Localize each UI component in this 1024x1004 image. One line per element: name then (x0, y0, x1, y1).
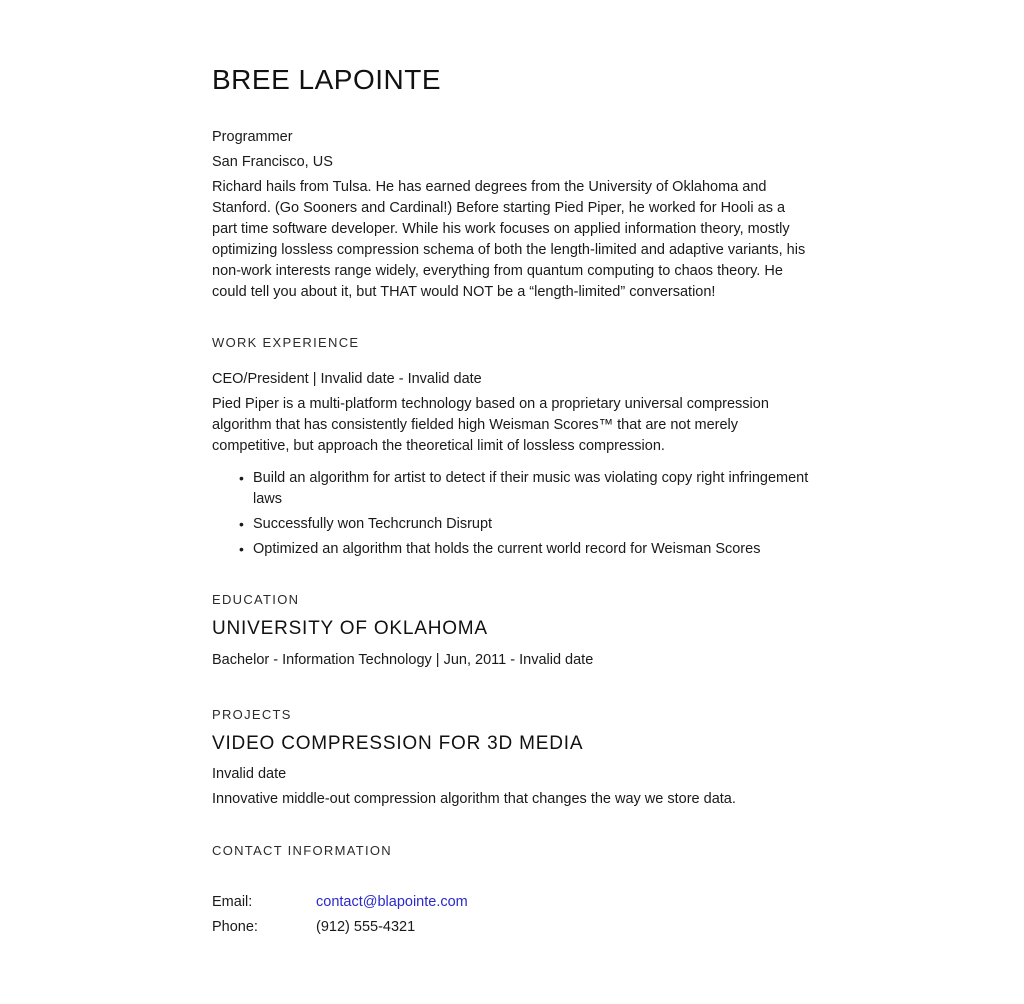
projects-section (212, 707, 812, 810)
contact-table (212, 892, 812, 938)
education-heading: EDUCATION (212, 592, 300, 607)
project-description: Innovative middle-out compression algorithm that changes the way we store data. (212, 791, 736, 807)
contact-row-email (212, 892, 812, 913)
contact-row-phone (212, 917, 812, 938)
location: San Francisco, US (212, 154, 333, 170)
education-institution: UNIVERSITY OF OKLAHOMA (212, 618, 488, 639)
email-label: Email: (212, 894, 253, 910)
education-section (212, 592, 812, 671)
job-highlight-item: • Build an algorithm for artist to detect if their music was violating copy right infringement laws (253, 468, 812, 510)
resume-content (212, 0, 812, 938)
contact-section (212, 843, 812, 938)
projects-heading: PROJECTS (212, 707, 292, 722)
job-highlights-list (212, 468, 812, 560)
email-link[interactable]: contact@blapointe.com (316, 894, 468, 910)
project-title: VIDEO COMPRESSION FOR 3D MEDIA (212, 733, 584, 754)
job-title-dates: CEO/President | Invalid date - Invalid date (212, 371, 482, 387)
work-experience-heading: WORK EXPERIENCE (212, 335, 360, 350)
contact-heading: CONTACT INFORMATION (212, 843, 392, 858)
phone-value: (912) 555-4321 (316, 919, 416, 935)
job-role: Programmer (212, 129, 293, 145)
job-description: Pied Piper is a multi-platform technology based on a proprietary universal compression algorithm that has consistently fielded high Weisman Scores™ that are not merely competitive, but approach the theoretical limit of lossless compression. (212, 396, 769, 454)
education-degree-dates: Bachelor - Information Technology | Jun, 2011 - Invalid date (212, 652, 594, 668)
bio-paragraph: Richard hails from Tulsa. He has earned degrees from the University of Oklahoma and Stanford. (Go Sooners and Cardinal!) Before starting Pied Piper, he worked for Hooli as a part time software developer. While his work focuses on applied information theory, mostly optimizing lossless compression schema of both the length-limited and adaptive variants, his non-work interests range widely, everything from quantum computing to chaos theory. He could tell you about it, but THAT would NOT be a “length-limited” conversation! (212, 179, 806, 300)
job-highlight-item: • Optimized an algorithm that holds the current world record for Weisman Scores (253, 539, 812, 560)
resume-header (212, 66, 812, 303)
phone-label: Phone: (212, 919, 258, 935)
page-title: BREE LAPOINTE (212, 64, 442, 95)
job-highlight-item: • Successfully won Techcrunch Disrupt (253, 514, 812, 535)
work-experience-section (212, 335, 812, 560)
project-date: Invalid date (212, 766, 287, 782)
